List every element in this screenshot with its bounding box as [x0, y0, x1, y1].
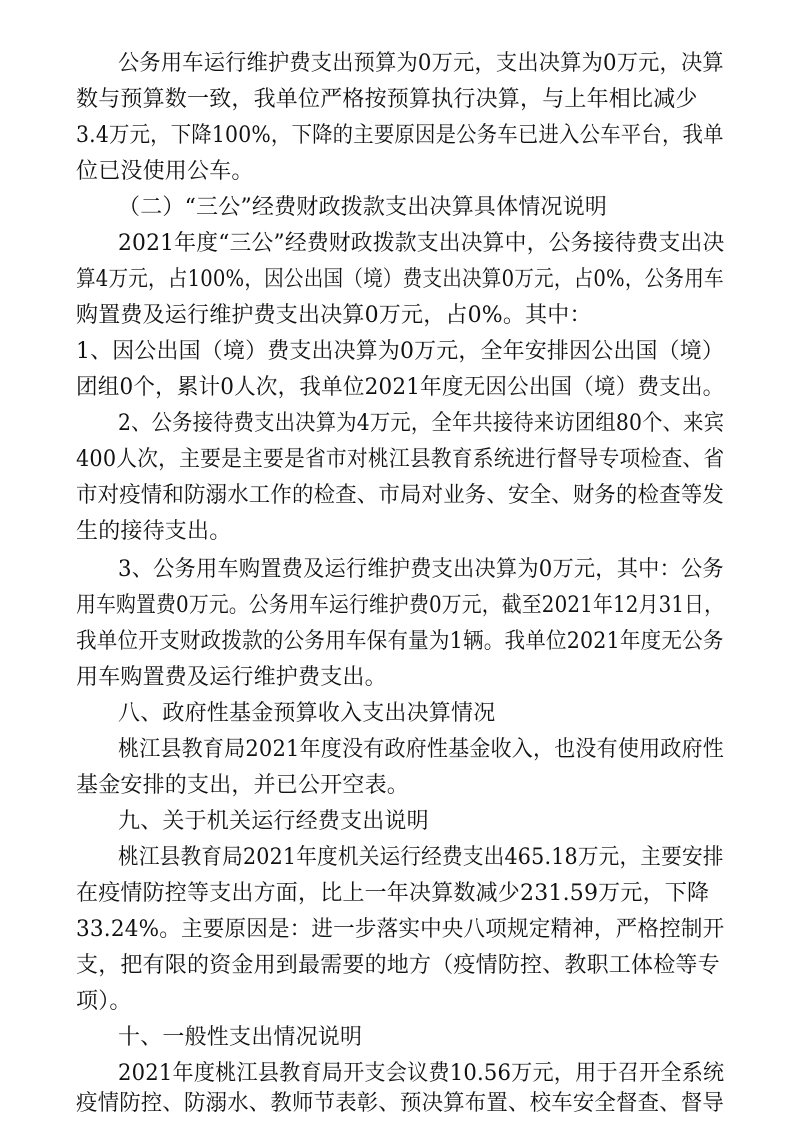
paragraph-1-line-4: 位已没使用公车。	[76, 159, 254, 184]
section-heading-9: 九、关于机关运行经费支出说明	[118, 809, 429, 834]
paragraph-5-line-1: 2、公务接待费支出决算为4万元，全年共接待来访团组80个、来宾	[118, 411, 725, 436]
paragraph-5-line-3: 市对疫情和防溺水工作的检查、市局对业务、安全、财务的检查等发	[76, 483, 725, 508]
paragraph-1-line-2: 数与预算数一致，我单位严格按预算执行决算，与上年相比减少	[76, 87, 698, 112]
paragraph-12-line-2: 疫情防控、防溺水、教师节表彰、预决算布置、校车安全督查、督导	[76, 1091, 725, 1116]
paragraph-5-line-2: 400人次，主要是主要是省市对桃江县教育系统进行督导专项检查、省	[76, 447, 725, 472]
paragraph-6-line-4: 用车购置费及运行维护费支出。	[76, 665, 387, 690]
section-heading-8: 八、政府性基金预算收入支出决算情况	[118, 701, 496, 726]
paragraph-3-line-3: 购置费及运行维护费支出决算0万元，占0%。其中：	[76, 303, 592, 328]
section-heading-10: 十、一般性支出情况说明	[118, 1025, 363, 1050]
paragraph-3-line-1: 2021年度“三公”经费财政拨款支出决算中，公务接待费支出决	[118, 231, 725, 256]
paragraph-10-line-5: 项）。	[76, 989, 132, 1014]
paragraph-6-line-1: 3、公务用车购置费及运行维护费支出决算为0万元，其中：公务	[118, 557, 724, 582]
section-heading-2: （二）“三公”经费财政拨款支出决算具体情况说明	[118, 195, 608, 220]
paragraph-4-line-1: 1、因公出国（境）费支出决算为0万元，全年安排因公出国（境）	[76, 339, 724, 364]
paragraph-1-line-1: 公务用车运行维护费支出预算为0万元，支出决算为0万元，决算	[118, 51, 724, 76]
paragraph-8-line-2: 基金安排的支出，并已公开空表。	[76, 773, 410, 798]
paragraph-12-line-1: 2021年度桃江县教育局开支会议费10.56万元，用于召开全系统	[118, 1061, 725, 1086]
paragraph-1-line-3: 3.4万元，下降100%，下降的主要原因是公务车已进入公车平台，我单	[76, 123, 724, 148]
paragraph-4-line-2: 团组0个，累计0人次，我单位2021年度无因公出国（境）费支出。	[76, 375, 725, 400]
paragraph-10-line-4: 支，把有限的资金用到最需要的地方（疫情防控、教职工体检等专	[76, 953, 720, 978]
paragraph-6-line-2: 用车购置费0万元。公务用车运行维护费0万元，截至2021年12月31日，	[76, 593, 725, 618]
paragraph-5-line-4: 生的接待支出。	[76, 519, 232, 544]
paragraph-6-line-3: 我单位开支财政拨款的公务用车保有量为1辆。我单位2021年度无公务	[76, 629, 724, 654]
paragraph-10-line-2: 在疫情防控等支出方面，比上一年决算数减少231.59万元，下降	[76, 881, 710, 906]
paragraph-8-line-1: 桃江县教育局2021年度没有政府性基金收入，也没有使用政府性	[118, 737, 724, 762]
paragraph-3-line-2: 算4万元，占100%，因公出国（境）费支出决算0万元，占0%，公务用车	[76, 267, 724, 292]
paragraph-10-line-3: 33.24%。主要原因是：进一步落实中央八项规定精神，严格控制开	[76, 917, 725, 942]
paragraph-10-line-1: 桃江县教育局2021年度机关运行经费支出465.18万元，主要安排	[118, 845, 724, 870]
